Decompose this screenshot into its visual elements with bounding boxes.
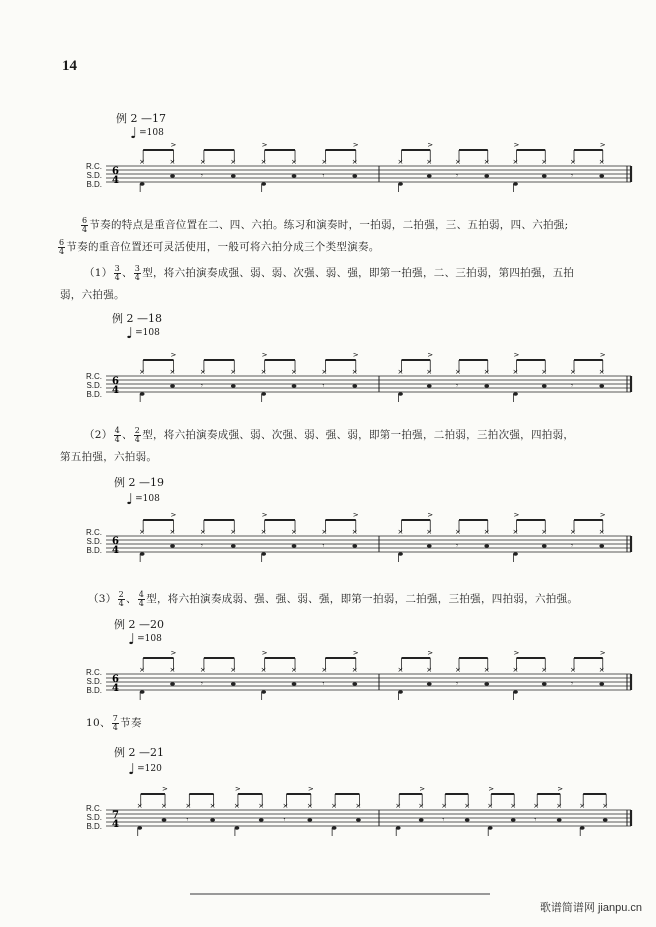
tempo-marking-1 [130, 124, 164, 142]
svg-text:×: × [230, 368, 237, 376]
svg-text:𝄾: 𝄾 [442, 816, 445, 824]
svg-text:×: × [512, 368, 519, 376]
svg-text:×: × [570, 528, 576, 536]
svg-text:𝄾: 𝄾 [456, 172, 458, 180]
svg-text:×: × [570, 368, 576, 376]
svg-text:×: × [139, 158, 146, 166]
svg-text:𝄾: 𝄾 [322, 542, 325, 550]
instrument-labels-2: R.C. S.D. B.D. [86, 372, 102, 399]
svg-text:×: × [397, 666, 404, 674]
section-10-heading: 10、 $\frac{7}{4}$ 节奏 [86, 713, 142, 732]
svg-text:>: > [599, 351, 606, 359]
time-fraction: $\frac{6}{4}$ [59, 237, 65, 256]
svg-text:×: × [602, 802, 609, 810]
svg-text:×: × [426, 158, 433, 166]
svg-text:×: × [512, 666, 519, 674]
svg-text:×: × [291, 666, 297, 674]
instrument-labels-3: R.C. S.D. B.D. [86, 528, 102, 555]
svg-text:×: × [260, 528, 267, 536]
time-fraction: $\frac{6}{4}$ [82, 215, 88, 234]
svg-text:×: × [455, 666, 461, 674]
svg-text:>: > [234, 785, 241, 793]
svg-text:4: 4 [112, 819, 119, 830]
svg-text:×: × [139, 368, 146, 376]
quarter-note-icon: ♩ [126, 324, 134, 342]
example-label-2: 例 2 —18 [112, 312, 162, 325]
svg-text:𝄾: 𝄾 [200, 172, 203, 180]
svg-text:𝄾: 𝄾 [571, 542, 573, 550]
svg-text:×: × [260, 158, 267, 166]
svg-text:×: × [351, 368, 358, 376]
svg-text:𝄾: 𝄾 [456, 542, 458, 550]
svg-text:>: > [352, 511, 359, 519]
svg-text:×: × [541, 368, 548, 376]
svg-text:×: × [579, 802, 586, 810]
drum-staff-2 [106, 348, 636, 408]
svg-text:𝄾: 𝄾 [571, 172, 573, 180]
type-1-text: （1） $\frac{3}{4}$ 、 $\frac{3}{4}$ 型，将六拍演奏成强、弱、弱、次强、弱、强，即第一拍强，二、三拍弱，第四拍强，五拍 弱，六拍强。 [60, 263, 575, 301]
paragraph-1-line-2: 节奏的重音位置还可灵活使用，一般可将六拍分成三个类型演奏。 [66, 241, 380, 253]
quarter-note-icon: ♩ [130, 124, 138, 142]
svg-text:>: > [427, 511, 434, 519]
instrument-labels-4: R.C. S.D. B.D. [86, 668, 102, 695]
tempo-marking-4: ♩ =108 [128, 630, 162, 648]
svg-text:>: > [599, 141, 606, 149]
svg-text:×: × [455, 158, 461, 166]
drum-staff-5 [106, 782, 636, 846]
watermark: 歌谱简谱网 jianpu.cn [539, 902, 642, 914]
svg-text:>: > [307, 785, 314, 793]
type-2-text: （2） $\frac{4}{4}$ 、 $\frac{2}{4}$ 型，将六拍演奏成强、弱、次强、弱、强、弱，即第一拍强，二拍弱，三拍次强，四拍弱， 第五拍强，六拍弱。 [60, 425, 575, 463]
svg-text:𝄾: 𝄾 [322, 680, 325, 688]
svg-text:6: 6 [112, 536, 119, 547]
svg-text:×: × [199, 368, 206, 376]
instrument-labels-1 [74, 162, 102, 189]
svg-text:×: × [455, 528, 461, 536]
svg-text:×: × [598, 528, 605, 536]
svg-text:×: × [455, 368, 461, 376]
svg-text:×: × [321, 368, 328, 376]
svg-text:×: × [230, 528, 237, 536]
svg-text:×: × [291, 528, 297, 536]
drum-staff-3 [106, 508, 636, 568]
svg-text:×: × [230, 666, 237, 674]
example-label-4: 例 2 —20 [114, 618, 164, 631]
svg-text:𝄾: 𝄾 [322, 382, 325, 390]
svg-text:×: × [487, 802, 494, 810]
svg-text:×: × [136, 802, 143, 810]
svg-text:×: × [483, 158, 490, 166]
svg-text:𝄾: 𝄾 [456, 382, 458, 390]
svg-text:×: × [355, 802, 362, 810]
svg-text:>: > [427, 141, 434, 149]
svg-text:×: × [321, 528, 328, 536]
svg-text:×: × [199, 158, 206, 166]
svg-text:6: 6 [112, 674, 119, 685]
page-number: 14 [62, 58, 77, 74]
svg-text:×: × [541, 158, 548, 166]
svg-text:𝄾: 𝄾 [322, 172, 325, 180]
svg-text:×: × [426, 368, 433, 376]
svg-text:4: 4 [112, 175, 119, 186]
svg-text:×: × [233, 802, 240, 810]
svg-text:×: × [512, 158, 519, 166]
svg-text:>: > [513, 649, 520, 657]
svg-text:×: × [291, 158, 297, 166]
svg-text:×: × [260, 666, 267, 674]
svg-text:×: × [331, 802, 337, 810]
example-label-1: 例 2 —17 [116, 112, 166, 125]
svg-text:>: > [427, 649, 434, 657]
svg-text:>: > [513, 141, 520, 149]
svg-text:×: × [321, 158, 328, 166]
svg-text:×: × [230, 158, 237, 166]
svg-text:×: × [598, 158, 605, 166]
svg-text:6: 6 [112, 376, 119, 387]
svg-text:>: > [170, 141, 177, 149]
svg-text:>: > [352, 351, 359, 359]
svg-text:×: × [199, 528, 206, 536]
svg-text:×: × [533, 802, 540, 810]
svg-text:×: × [321, 666, 328, 674]
svg-text:×: × [541, 528, 548, 536]
svg-text:>: > [419, 785, 426, 793]
svg-text:×: × [260, 368, 267, 376]
svg-text:×: × [395, 802, 402, 810]
svg-text:×: × [426, 528, 433, 536]
svg-text:×: × [441, 802, 448, 810]
svg-text:×: × [139, 528, 146, 536]
svg-text:×: × [483, 528, 490, 536]
svg-text:𝄾: 𝄾 [200, 382, 203, 390]
svg-text:6: 6 [112, 166, 119, 177]
paragraph-1-line-1: 节奏的特点是重音位置在二、四、六拍。练习和演奏时，一拍弱，二拍强，三、五拍弱，四、六拍强; [89, 219, 569, 231]
svg-text:×: × [258, 802, 265, 810]
svg-text:7: 7 [112, 810, 119, 821]
svg-text:×: × [199, 666, 206, 674]
tempo-value: =108 [139, 128, 164, 138]
svg-text:>: > [261, 511, 268, 519]
svg-text:𝄾: 𝄾 [283, 816, 286, 824]
instrument-bd: B.D. [86, 180, 102, 189]
svg-text:4: 4 [112, 545, 119, 556]
svg-text:𝄾: 𝄾 [571, 680, 573, 688]
svg-text:×: × [397, 368, 404, 376]
drum-staff-1 [106, 138, 636, 198]
svg-text:𝄾: 𝄾 [200, 542, 203, 550]
instrument-labels-5: R.C. S.D. B.D. [86, 804, 102, 831]
tempo-marking-2: ♩ =108 [126, 324, 160, 342]
svg-text:>: > [599, 649, 606, 657]
drum-staff-4 [106, 646, 636, 706]
svg-text:𝄾: 𝄾 [534, 816, 537, 824]
svg-text:𝄾: 𝄾 [571, 382, 573, 390]
svg-text:×: × [598, 666, 605, 674]
svg-text:>: > [488, 785, 495, 793]
svg-text:>: > [557, 785, 564, 793]
svg-text:×: × [169, 528, 176, 536]
example-label-3: 例 2 —19 [114, 476, 164, 489]
svg-text:>: > [352, 141, 359, 149]
svg-text:×: × [426, 666, 433, 674]
svg-text:𝄾: 𝄾 [200, 680, 203, 688]
svg-text:×: × [351, 528, 358, 536]
svg-text:×: × [139, 666, 146, 674]
svg-text:>: > [170, 511, 177, 519]
svg-text:4: 4 [112, 385, 119, 396]
svg-text:×: × [510, 802, 517, 810]
svg-text:>: > [261, 141, 268, 149]
quarter-note-icon: ♩ [128, 630, 136, 648]
svg-text:4: 4 [112, 683, 119, 694]
svg-text:>: > [427, 351, 434, 359]
svg-text:×: × [598, 368, 605, 376]
svg-text:>: > [261, 649, 268, 657]
svg-text:×: × [483, 368, 490, 376]
svg-text:×: × [512, 528, 519, 536]
tempo-marking-5: ♩ =120 [128, 760, 162, 778]
svg-text:×: × [351, 666, 358, 674]
svg-text:×: × [351, 158, 358, 166]
svg-text:×: × [483, 666, 490, 674]
instrument-sd: S.D. [86, 171, 102, 180]
svg-text:×: × [306, 802, 313, 810]
svg-text:𝄾: 𝄾 [456, 680, 458, 688]
quarter-note-icon: ♩ [126, 490, 134, 508]
svg-text:>: > [170, 351, 177, 359]
tempo-marking-3: ♩ =108 [126, 490, 160, 508]
svg-text:×: × [209, 802, 216, 810]
scan-edge-line [190, 893, 490, 895]
svg-text:×: × [418, 802, 425, 810]
svg-text:×: × [291, 368, 297, 376]
svg-text:>: > [599, 511, 606, 519]
svg-text:×: × [541, 666, 548, 674]
svg-text:×: × [169, 666, 176, 674]
svg-text:×: × [464, 802, 471, 810]
svg-text:×: × [185, 802, 192, 810]
svg-text:𝄾: 𝄾 [186, 816, 189, 824]
svg-text:×: × [397, 158, 404, 166]
svg-text:×: × [397, 528, 404, 536]
svg-text:>: > [170, 649, 177, 657]
svg-text:>: > [513, 351, 520, 359]
example-label-5: 例 2 —21 [114, 746, 164, 759]
svg-text:×: × [161, 802, 167, 810]
svg-text:×: × [169, 368, 176, 376]
svg-text:×: × [556, 802, 563, 810]
svg-text:>: > [162, 785, 168, 793]
svg-text:×: × [570, 158, 576, 166]
paragraph-1 [59, 214, 640, 258]
quarter-note-icon: ♩ [128, 760, 136, 778]
svg-text:>: > [513, 511, 520, 519]
svg-text:×: × [282, 802, 289, 810]
instrument-rc: R.C. [86, 162, 102, 171]
svg-text:×: × [169, 158, 176, 166]
svg-text:>: > [352, 649, 359, 657]
svg-text:>: > [261, 351, 268, 359]
svg-text:×: × [570, 666, 576, 674]
type-3-text: （3） $\frac{2}{4}$ 、 $\frac{4}{4}$ 型，将六拍演奏成弱、强、强、弱、强，即第一拍弱，二拍强，三拍强，四拍弱，六拍强。 [88, 589, 579, 608]
